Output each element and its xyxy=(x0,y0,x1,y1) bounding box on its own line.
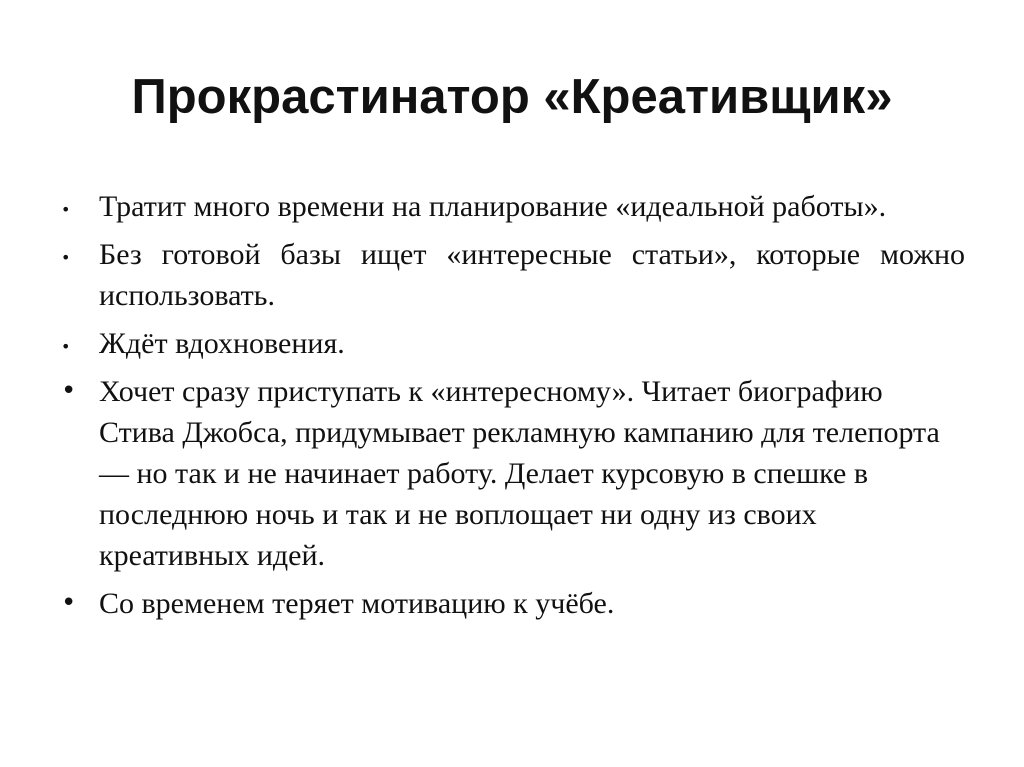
bullet-text: Хочет сразу приступать к «интересному». Читает биографию Стива Джобса, придумывает рекламную кампанию для телепорта — но так и не начинает работу. Делает курсовую в спешке в последнюю ночь и так и не воплощает ни одну из своих креативных идей. xyxy=(99,375,940,572)
bullet-text: Тратит много времени на планирование «идеальной работы». xyxy=(99,190,887,223)
bullet-text: Без готовой базы ищет «интересные статьи», которые можно использовать. xyxy=(99,238,965,312)
bullet-item xyxy=(60,234,965,316)
bullet-item xyxy=(60,371,965,576)
bullet-item xyxy=(60,186,965,227)
bullet-item xyxy=(60,583,965,624)
bullet-marker-icon: • xyxy=(61,337,71,356)
bullet-text: Со временем теряет мотивацию к учёбе. xyxy=(99,587,615,620)
slide-title: Прокрастинатор «Креативщик» xyxy=(131,70,893,124)
bullet-marker-icon: • xyxy=(61,376,77,406)
bullet-item xyxy=(60,323,965,364)
bullet-marker-icon: • xyxy=(61,248,71,267)
bullet-marker-icon: • xyxy=(61,200,71,219)
bullet-marker-icon: • xyxy=(61,588,77,618)
bullet-list xyxy=(60,186,965,631)
bullet-text: Ждёт вдохновения. xyxy=(99,327,345,360)
